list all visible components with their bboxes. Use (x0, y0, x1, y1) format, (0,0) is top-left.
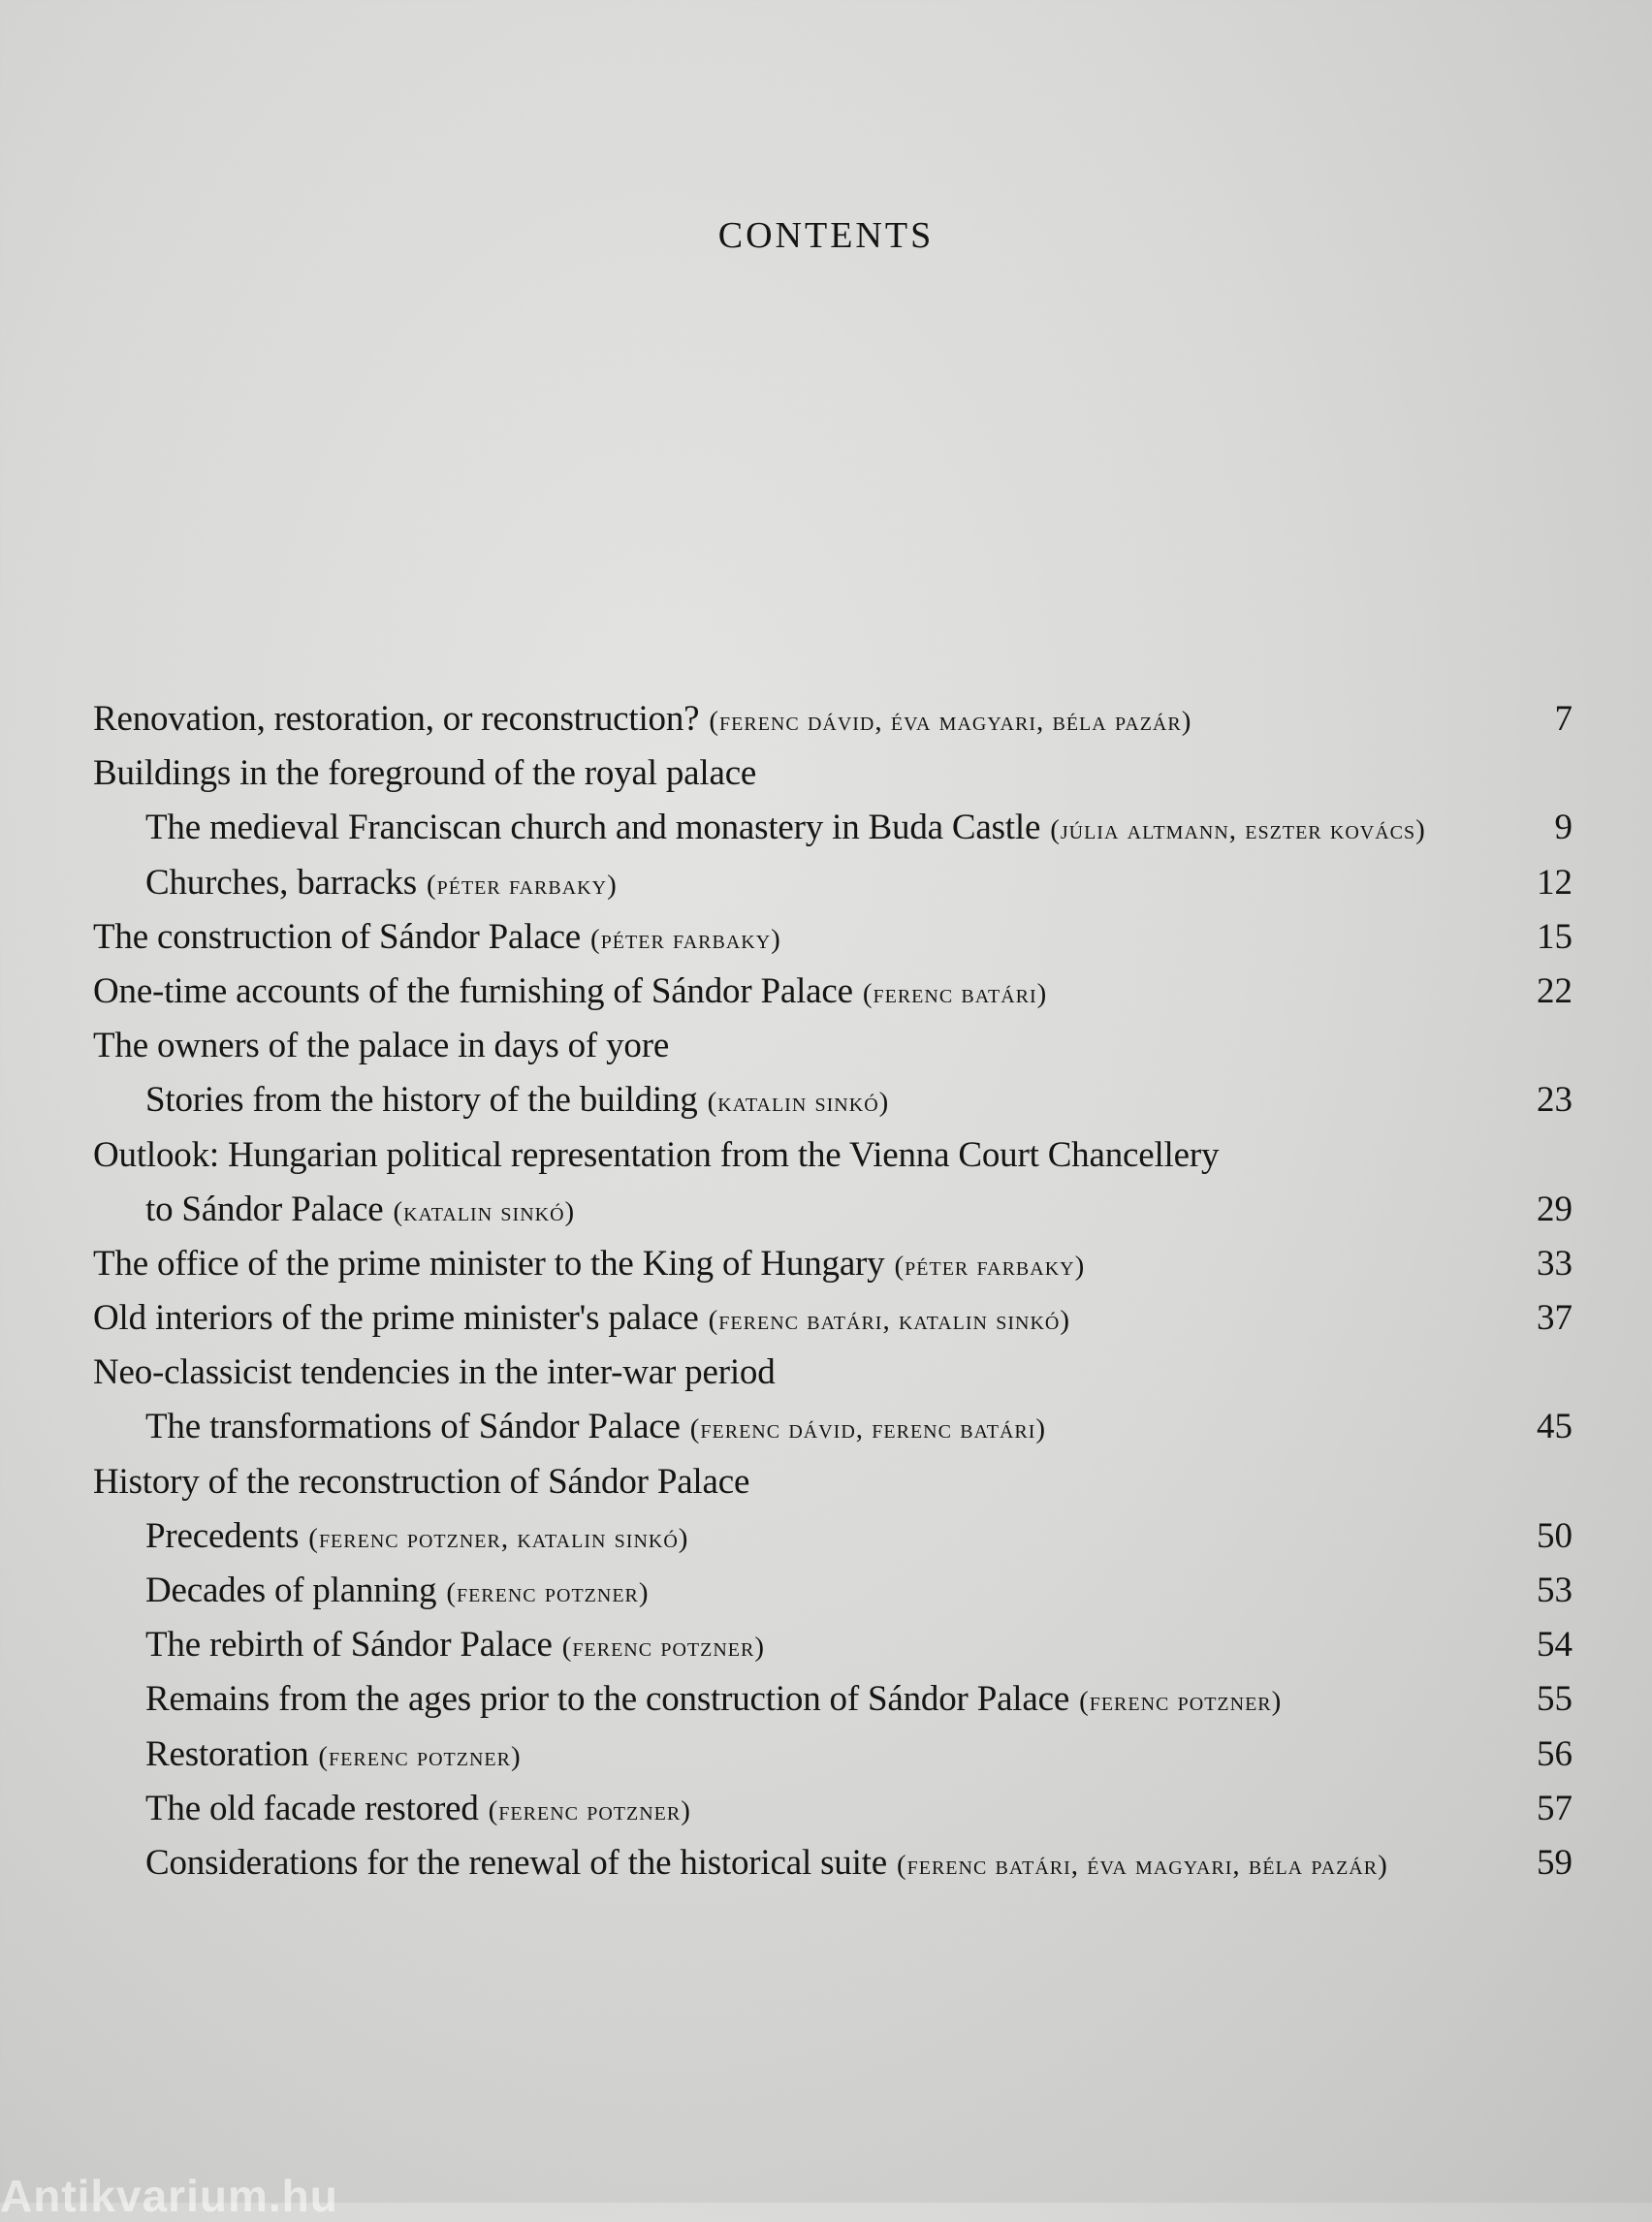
entry-page-number: 53 (1537, 1571, 1573, 1610)
entry-title: The construction of Sándor Palace (93, 916, 582, 957)
toc-entry (93, 1782, 1582, 1836)
entry-author: (katalin sinkó) (393, 1195, 576, 1227)
entry-title: Remains from the ages prior to the construction of Sándor Palace (145, 1679, 1070, 1720)
entry-page-number: 50 (1537, 1515, 1573, 1556)
entry-title: Neo-classicist tendencies in the inter-war period (93, 1352, 776, 1393)
page-title: CONTENTS (717, 215, 935, 257)
toc-entry (93, 1019, 1582, 1073)
entry-title: Restoration (145, 1733, 309, 1774)
table-of-contents (93, 692, 1582, 1890)
watermark: Antikvarium.hu (0, 2171, 338, 2221)
toc-entry (93, 1291, 1582, 1346)
entry-title: One-time accounts of the furnishing of Sándor Palace (93, 970, 853, 1011)
toc-entry (93, 746, 1582, 801)
entry-page-number: 29 (1537, 1189, 1573, 1229)
entry-title: Decades of planning (145, 1571, 437, 1610)
toc-entry (93, 1073, 1582, 1127)
entry-author: (ferenc batári, éva magyari, béla pazár) (896, 1849, 1388, 1881)
entry-title: The transformations of Sándor Palace (145, 1407, 681, 1447)
entry-title: Precedents (145, 1515, 300, 1556)
toc-entry (93, 1836, 1582, 1890)
entry-author: (ferenc potzner) (446, 1577, 650, 1608)
toc-entry (93, 1400, 1582, 1454)
toc-entry (93, 1618, 1582, 1672)
toc-entry (93, 692, 1582, 746)
entry-title: Churches, barracks (145, 862, 417, 903)
toc-entry (93, 1128, 1582, 1183)
entry-title: The medieval Franciscan church and monastery in Buda Castle (145, 808, 1041, 848)
entry-page-number: 45 (1537, 1407, 1573, 1447)
toc-entry (93, 965, 1582, 1019)
toc-entry (93, 1183, 1582, 1237)
entry-title: Renovation, restoration, or reconstruction? (93, 699, 700, 739)
entry-author: (péter farbaky) (426, 869, 618, 901)
entry-page-number: 54 (1537, 1625, 1573, 1666)
entry-author: (ferenc potzner) (318, 1740, 522, 1772)
toc-entry (93, 856, 1582, 910)
toc-entry (93, 1346, 1582, 1400)
toc-entry (93, 1237, 1582, 1291)
entry-page-number: 23 (1537, 1080, 1573, 1121)
entry-page-number: 9 (1554, 808, 1573, 848)
entry-page-number: 22 (1537, 970, 1573, 1011)
entry-page-number: 56 (1537, 1733, 1573, 1774)
entry-author: (katalin sinkó) (707, 1087, 890, 1119)
entry-page-number: 37 (1537, 1298, 1573, 1339)
entry-page-number: 33 (1537, 1243, 1573, 1284)
entry-author: (ferenc potzner) (488, 1794, 691, 1826)
entry-title: History of the reconstruction of Sándor Palace (93, 1461, 750, 1502)
entry-page-number: 15 (1537, 916, 1573, 957)
entry-author: (ferenc dávid, éva magyari, béla pazár) (709, 706, 1192, 737)
toc-entry (93, 1509, 1582, 1564)
entry-title: Considerations for the renewal of the historical suite (145, 1842, 887, 1883)
entry-author: (ferenc dávid, ferenc batári) (689, 1413, 1047, 1445)
entry-title: The rebirth of Sándor Palace (145, 1625, 553, 1666)
toc-entry (93, 910, 1582, 965)
entry-title: The office of the prime minister to the King of Hungary (93, 1243, 885, 1284)
entry-page-number: 59 (1537, 1842, 1573, 1883)
entry-author: (ferenc batári, katalin sinkó) (708, 1305, 1071, 1337)
entry-author: (ferenc potzner) (1079, 1686, 1283, 1718)
entry-title: The old facade restored (145, 1788, 479, 1828)
entry-title: to Sándor Palace (145, 1189, 384, 1229)
entry-page-number: 57 (1537, 1788, 1573, 1828)
entry-author: (péter farbaky) (590, 923, 781, 955)
entry-title: Buildings in the foreground of the royal palace (93, 753, 757, 794)
entry-page-number: 7 (1554, 699, 1573, 739)
entry-title: Outlook: Hungarian political representation from the Vienna Court Chancellery (93, 1134, 1220, 1175)
toc-entry (93, 1455, 1582, 1509)
entry-author: (péter farbaky) (894, 1250, 1086, 1282)
toc-entry (93, 1728, 1582, 1782)
entry-title: Stories from the history of the building (145, 1080, 698, 1121)
toc-entry (93, 801, 1582, 855)
entry-author: (ferenc potzner) (561, 1632, 765, 1664)
entry-author: (júlia altmann, eszter kovács) (1050, 814, 1426, 846)
entry-page-number: 12 (1537, 862, 1573, 903)
entry-page-number: 55 (1537, 1679, 1573, 1720)
entry-author: (ferenc batári) (862, 977, 1048, 1009)
entry-author: (ferenc potzner, katalin sinkó) (308, 1522, 689, 1554)
entry-title: Old interiors of the prime minister's palace (93, 1298, 699, 1339)
toc-entry (93, 1672, 1582, 1727)
toc-entry (93, 1564, 1582, 1618)
entry-title: The owners of the palace in days of yore (93, 1026, 670, 1066)
